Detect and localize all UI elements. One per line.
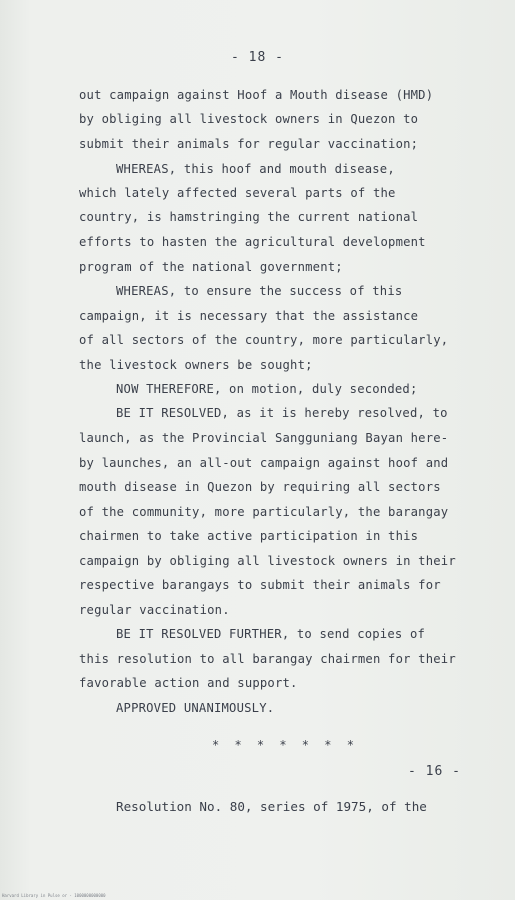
text-line: program of the national government; xyxy=(79,260,343,274)
text-line: launch, as the Provincial Sangguniang Bayan here- xyxy=(79,431,449,445)
text-line: this resolution to all barangay chairmen for their xyxy=(79,652,456,666)
next-page-marker: - 16 - xyxy=(408,764,461,779)
text-line: by obliging all livestock owners in Quezon to xyxy=(79,112,419,126)
text-line: BE IT RESOLVED, as it is hereby resolved, to xyxy=(116,406,448,420)
section-separator: * * * * * * * xyxy=(212,738,358,752)
text-line: regular vaccination. xyxy=(79,603,230,617)
text-line: chairmen to take active participation in this xyxy=(79,529,419,543)
text-line: mouth disease in Quezon by requiring all sectors xyxy=(79,480,441,494)
text-line: WHEREAS, this hoof and mouth disease, xyxy=(116,162,395,176)
text-line: favorable action and support. xyxy=(79,676,298,690)
text-line: country, is hamstringing the current national xyxy=(79,210,419,224)
text-line: WHEREAS, to ensure the success of this xyxy=(116,284,403,298)
text-line: respective barangays to submit their animals for xyxy=(79,578,441,592)
page-number: - 18 - xyxy=(231,50,284,65)
text-line: by launches, an all-out campaign against hoof and xyxy=(79,456,449,470)
text-line: which lately affected several parts of the xyxy=(79,186,396,200)
text-line: efforts to hasten the agricultural development xyxy=(79,235,426,249)
text-line: NOW THEREFORE, on motion, duly seconded; xyxy=(116,382,418,396)
scan-credit: Harvard Library in Pulse or - 1000000000000 xyxy=(2,893,106,898)
text-line: APPROVED UNANIMOUSLY. xyxy=(116,701,275,715)
text-line: of the community, more particularly, the barangay xyxy=(79,505,449,519)
next-resolution-heading: Resolution No. 80, series of 1975, of the xyxy=(116,799,427,814)
text-line: out campaign against Hoof a Mouth disease (HMD) xyxy=(79,88,434,102)
text-line: submit their animals for regular vaccination; xyxy=(79,137,419,151)
text-line: BE IT RESOLVED FURTHER, to send copies of xyxy=(116,627,426,641)
text-line: campaign by obliging all livestock owners in their xyxy=(79,554,456,568)
text-line: the livestock owners be sought; xyxy=(79,358,313,372)
text-line: campaign, it is necessary that the assistance xyxy=(79,309,419,323)
text-line: of all sectors of the country, more particularly, xyxy=(79,333,449,347)
